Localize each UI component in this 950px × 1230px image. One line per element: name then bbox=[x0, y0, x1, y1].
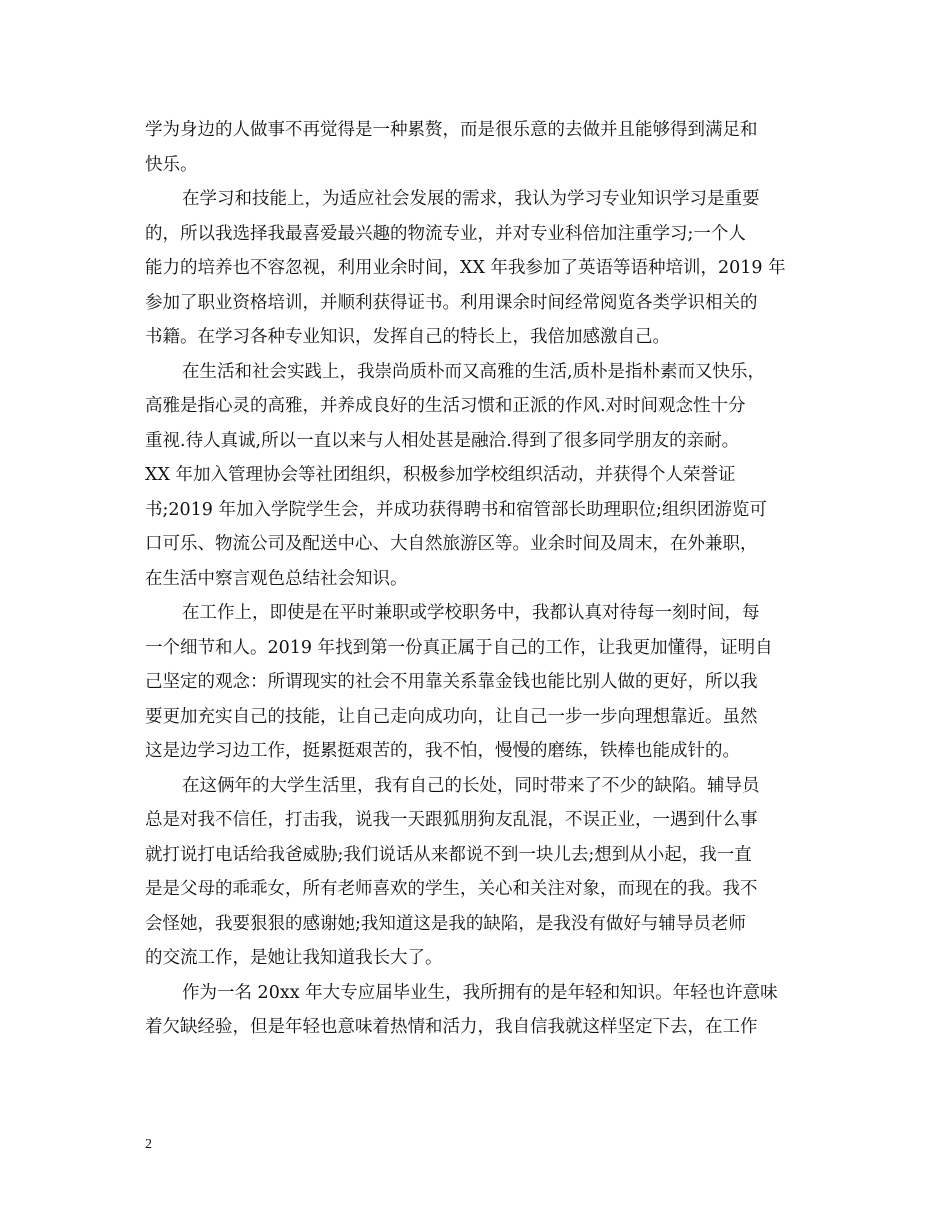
text-line: 是是父母的乖乖女，所有老师喜欢的学生，关心和关注对象，而现在的我。我不 bbox=[145, 879, 758, 899]
text-line: 高雅是指心灵的高雅，并养成良好的生活习惯和正派的作风.对时间观念性十分 bbox=[145, 396, 746, 416]
text-line: 在生活和社会实践上，我崇尚质朴而又高雅的生活,质朴是指朴素而又快乐， bbox=[182, 361, 766, 382]
paragraph-3 bbox=[145, 355, 810, 597]
paragraph-4 bbox=[145, 596, 810, 769]
page-number: 2 bbox=[145, 1137, 152, 1152]
text-line: 重视.待人真诚,所以一直以来与人相处甚是融洽.得到了很多同学朋友的亲耐。 bbox=[145, 430, 740, 451]
text-line: 学为身边的人做事不再觉得是一种累赘，而是很乐意的去做并且能够得到满足和 bbox=[145, 120, 758, 140]
text-line: 在学习和技能上，为适应社会发展的需求，我认为学习专业知识学习是重要 bbox=[182, 189, 760, 209]
text-line: 要更加充实自己的技能，让自己走向成功向，让自己一步一步向理想靠近。虽然 bbox=[145, 706, 758, 727]
text-line: 就打说打电话给我爸威胁;我们说话从来都说不到一块儿去;想到从小起，我一直 bbox=[145, 844, 752, 865]
paragraph-1 bbox=[145, 113, 810, 182]
body-text bbox=[145, 113, 810, 1045]
text-line: 在工作上，即使是在平时兼职或学校职务中，我都认真对待每一刻时间，每 bbox=[182, 603, 760, 623]
text-line: 着欠缺经验，但是年轻也意味着热情和活力，我自信我就这样坚定下去，在工作 bbox=[145, 1017, 758, 1037]
text-line: 总是对我不信任，打击我，说我一天跟狐朋狗友乱混，不误正业，一遇到什么事 bbox=[145, 810, 758, 830]
text-line: 参加了职业资格培训，并顺利获得证书。利用课余时间经常阅览各类学识相关的 bbox=[145, 292, 758, 313]
text-line: 快乐。 bbox=[145, 154, 198, 175]
text-line: 口可乐、物流公司及配送中心、大自然旅游区等。业余时间及周末，在外兼职， bbox=[145, 534, 758, 554]
text-line: 在生活中察言观色总结社会知识。 bbox=[145, 568, 408, 589]
text-line: 能力的培养也不容忽视，利用业余时间，XX 年我参加了英语等语种培训，2019 年 bbox=[145, 258, 786, 278]
text-line: XX 年加入管理协会等社团组织，积极参加学校组织活动，并获得个人荣誉证 bbox=[145, 465, 736, 485]
text-line: 书;2019 年加入学院学生会，并成功获得聘书和宿管部长助理职位;组织团游览可 bbox=[145, 499, 767, 520]
text-line: 书籍。在学习各种专业知识，发挥自己的特长上，我倍加感激自己。 bbox=[145, 327, 670, 347]
paragraph-5 bbox=[145, 769, 810, 976]
paragraph-6 bbox=[145, 976, 810, 1045]
paragraph-2 bbox=[145, 182, 810, 355]
text-line: 的交流工作，是她让我知道我长大了。 bbox=[145, 948, 443, 968]
text-line: 会怪她，我要狠狠的感谢她;我知道这是我的缺陷，是我没有做好与辅导员老师 bbox=[145, 913, 746, 934]
text-line: 在这俩年的大学生活里，我有自己的长处，同时带来了不少的缺陷。辅导员 bbox=[182, 775, 760, 796]
text-line: 作为一名 20xx 年大专应届毕业生，我所拥有的是年轻和知识。年轻也许意味 bbox=[182, 982, 778, 1003]
text-line: 己坚定的观念：所谓现实的社会不用靠关系靠金钱也能比别人做的更好，所以我 bbox=[145, 672, 758, 692]
text-line: 这是边学习边工作，挺累挺艰苦的，我不怕，慢慢的磨练，铁棒也能成针的。 bbox=[145, 741, 740, 761]
text-line: 一个细节和人。2019 年找到第一份真正属于自己的工作，让我更加懂得，证明自 bbox=[145, 637, 773, 658]
text-line: 的，所以我选择我最喜爱最兴趣的物流专业，并对专业科倍加注重学习;一个人 bbox=[145, 223, 746, 244]
